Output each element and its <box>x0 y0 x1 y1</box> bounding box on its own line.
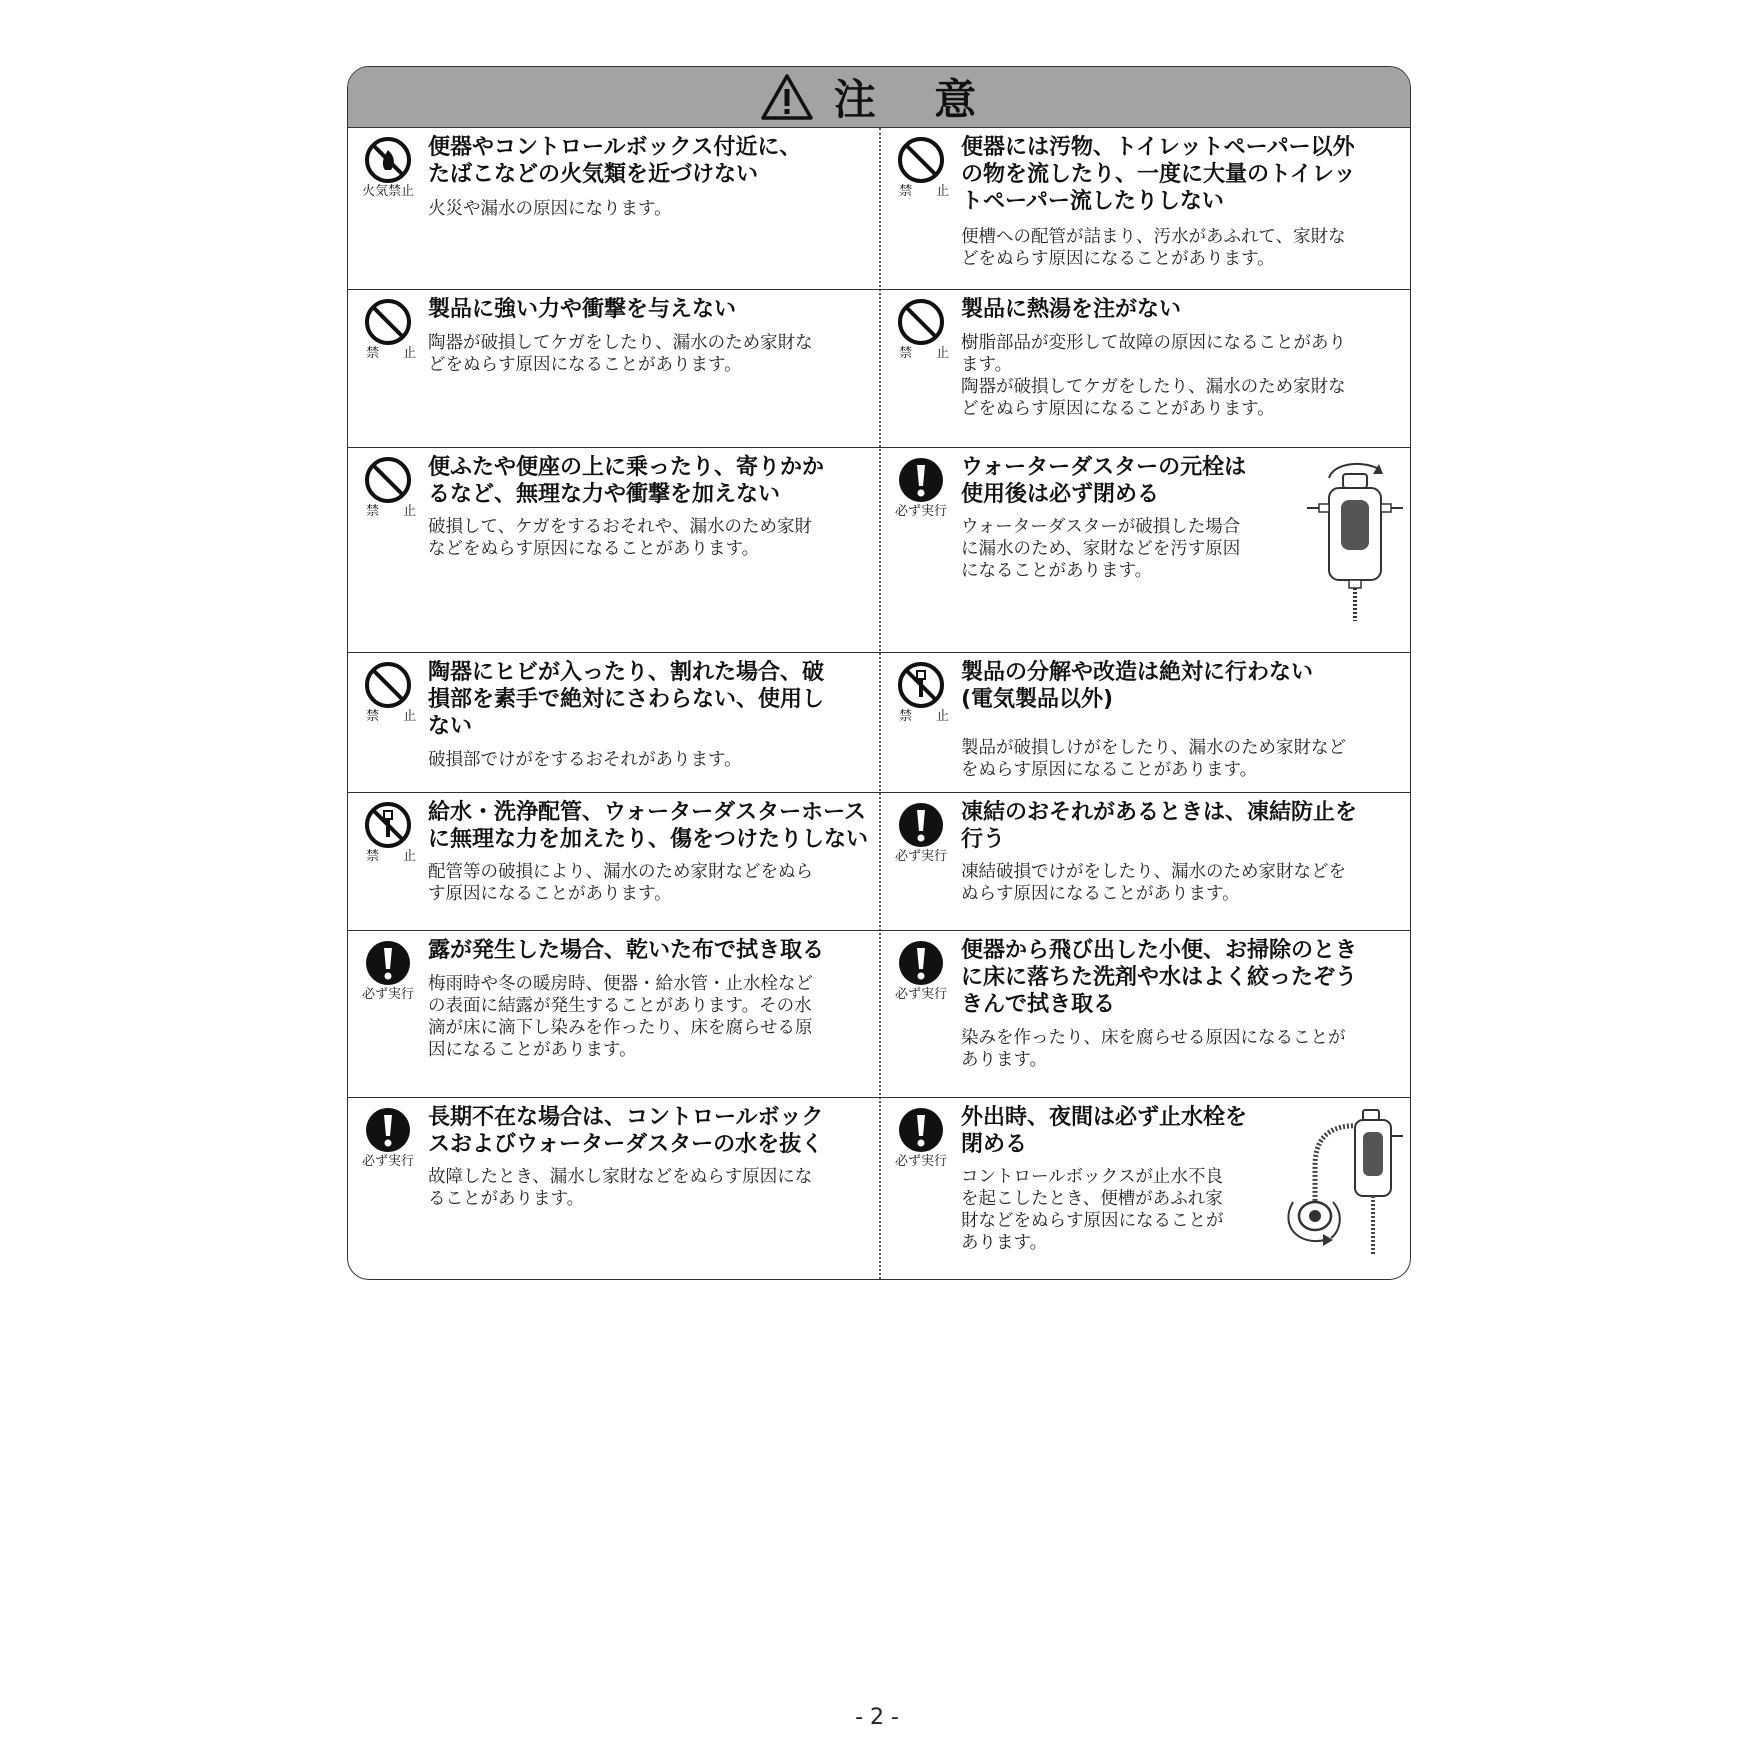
no-disassembly-icon <box>364 801 412 849</box>
caution-item <box>881 931 1411 1097</box>
item-description: 破損して、ケガをするおそれや、漏水のため家財 などをぬらす原因になることがあります。 <box>428 517 812 559</box>
item-title: 便器やコントロールボックス付近に、 たばこなどの火気類を近づけない <box>428 135 802 187</box>
caution-item <box>881 793 1411 930</box>
item-description: 便槽への配管が詰まり、汚水があふれて、家財な どをぬらす原因になることがあります。 <box>961 227 1346 269</box>
icon-label: 禁 止 <box>899 184 960 199</box>
item-title: 露が発生した場合、乾いた布で拭き取る <box>428 938 825 963</box>
stop-valve-illustration <box>1279 1106 1409 1266</box>
prohibited-icon <box>897 136 945 184</box>
item-description: 火災や漏水の原因になります。 <box>428 199 672 219</box>
prohibited-icon <box>364 456 412 504</box>
caution-item <box>348 290 879 447</box>
caution-item <box>348 448 879 652</box>
caution-item <box>881 653 1411 792</box>
item-title: 製品に熱湯を注がない <box>961 297 1182 322</box>
caution-item <box>348 1098 879 1280</box>
icon-label: 禁 止 <box>366 346 427 361</box>
prohibited-icon <box>364 661 412 709</box>
item-title: 便ふたや便座の上に乗ったり、寄りかか るなど、無理な力や衝撃を加えない <box>428 455 825 507</box>
caution-item <box>348 793 879 930</box>
item-description: 樹脂部品が変形して故障の原因になることがあり ます。 陶器が破損してケガをしたり、漏水のため家財な どをぬらす原因になることがあります。 <box>961 333 1346 419</box>
prohibited-icon <box>364 298 412 346</box>
item-description: コントロールボックスが止水不良 を起こしたとき、便槽があふれ家 財などをぬらす原因になることが あります。 <box>961 1167 1224 1253</box>
icon-label: 必ず実行 <box>894 1154 947 1169</box>
caution-panel <box>347 66 1411 1280</box>
item-description: 破損部でけがをするおそれがあります。 <box>428 750 742 770</box>
caution-header <box>348 67 1410 128</box>
item-description: 染みを作ったり、床を腐らせる原因になることが あります。 <box>961 1028 1346 1070</box>
item-description: 配管等の破損により、漏水のため家財などをぬら す原因になることがあります。 <box>428 862 813 904</box>
item-title: 陶器にヒビが入ったり、割れた場合、破 損部を素手で絶対にさわらない、使用し ない <box>428 660 825 739</box>
caution-item <box>348 653 879 792</box>
icon-label: 禁 止 <box>366 709 427 724</box>
item-title: 給水・洗浄配管、ウォーターダスターホース に無理な力を加えたり、傷をつけたりしない <box>428 800 869 852</box>
mandatory-icon <box>897 456 945 504</box>
page-number: - 2 - <box>855 1705 899 1730</box>
icon-label: 必ず実行 <box>894 504 947 519</box>
caution-item <box>348 931 879 1097</box>
item-title: 凍結のおそれがあるときは、凍結防止を 行う <box>961 800 1358 852</box>
icon-label: 火気禁止 <box>361 184 414 199</box>
icon-label: 禁 止 <box>899 709 960 724</box>
item-description: 故障したとき、漏水し家財などをぬらす原因にな ることがあります。 <box>428 1167 813 1209</box>
item-title: ウォーターダスターの元栓は 使用後は必ず閉める <box>961 455 1247 507</box>
item-description: ウォーターダスターが破損した場合 に漏水のため、家財などを汚す原因 になることがあります。 <box>961 517 1241 581</box>
mandatory-icon <box>897 801 945 849</box>
icon-label: 必ず実行 <box>894 849 947 864</box>
caution-item <box>881 290 1411 447</box>
caution-item <box>348 128 879 289</box>
water-duster-valve-illustration <box>1299 456 1409 626</box>
item-description: 製品が破損しけがをしたり、漏水のため家財など をぬらす原因になることがあります。 <box>961 738 1346 780</box>
no-disassembly-icon <box>897 661 945 709</box>
icon-label: 禁 止 <box>366 504 427 519</box>
caution-item <box>881 448 1411 652</box>
item-title: 製品の分解や改造は絶対に行わない (電気製品以外) <box>961 660 1314 712</box>
item-description: 陶器が破損してケガをしたり、漏水のため家財な どをぬらす原因になることがあります。 <box>428 333 813 375</box>
item-title: 便器には汚物、トイレットペーパー以外 の物を流したり、一度に大量のトイレッ トペーパー流したりしない <box>961 135 1356 214</box>
caution-title: 注 意 <box>833 75 999 124</box>
caution-item <box>881 1098 1411 1280</box>
icon-label: 禁 止 <box>899 346 960 361</box>
mandatory-icon <box>364 1106 412 1154</box>
mandatory-icon <box>897 1106 945 1154</box>
warning-triangle-icon <box>760 73 814 121</box>
icon-label: 必ず実行 <box>361 1154 414 1169</box>
item-title: 長期不在な場合は、コントロールボック スおよびウォーターダスターの水を抜く <box>428 1105 824 1157</box>
item-title: 製品に強い力や衝撃を与えない <box>428 297 737 322</box>
icon-label: 禁 止 <box>366 849 427 864</box>
no-fire-icon <box>364 136 412 184</box>
mandatory-icon <box>897 939 945 987</box>
item-description: 梅雨時や冬の暖房時、便器・給水管・止水栓など の表面に結露が発生することがあります。その水 滴が床に滴下し染みを作ったり、床を腐らせる原 因になることがあります。 <box>428 974 813 1060</box>
item-title: 外出時、夜間は必ず止水栓を 閉める <box>961 1105 1248 1157</box>
icon-label: 必ず実行 <box>894 987 947 1002</box>
prohibited-icon <box>897 298 945 346</box>
mandatory-icon <box>364 939 412 987</box>
icon-label: 必ず実行 <box>361 987 414 1002</box>
item-description: 凍結破損でけがをしたり、漏水のため家財などを ぬらす原因になることがあります。 <box>961 862 1346 904</box>
caution-item <box>881 128 1411 289</box>
item-title: 便器から飛び出した小便、お掃除のとき に床に落ちた洗剤や水はよく絞ったぞう きんで拭き取る <box>961 938 1358 1017</box>
